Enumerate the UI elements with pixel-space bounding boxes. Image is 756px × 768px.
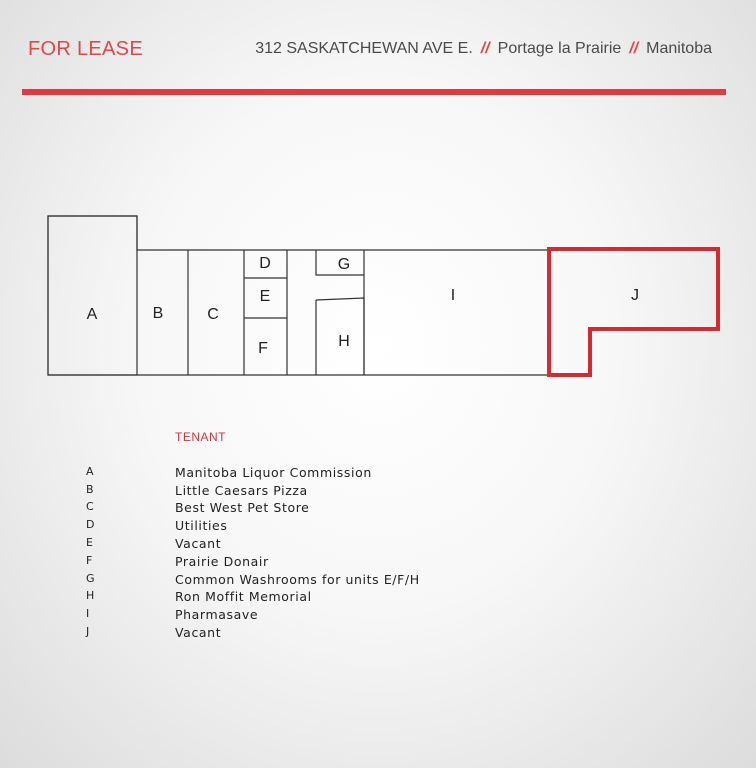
unit-j-highlight	[549, 249, 718, 375]
unit-label-c: C	[207, 306, 219, 324]
unit-label-f: F	[258, 340, 268, 358]
unit-label-b: B	[152, 305, 164, 323]
tenant-name: Prairie Donair	[175, 554, 269, 569]
tenant-name: Utilities	[175, 518, 228, 533]
tenant-name: Vacant	[175, 625, 222, 640]
unit-label-a: A	[86, 306, 98, 324]
separator: //	[480, 40, 490, 57]
separator: //	[629, 40, 639, 57]
tenant-name: Best West Pet Store	[175, 500, 310, 515]
tenant-unit: J	[86, 625, 90, 638]
unit-label-d: D	[259, 255, 271, 273]
tenant-row	[0, 465, 600, 483]
unit-label-g: G	[337, 256, 351, 274]
tenant-row	[0, 589, 600, 607]
unit-label-i: I	[450, 287, 456, 305]
tenant-row	[0, 518, 600, 536]
tenant-unit: D	[86, 518, 95, 531]
tenant-name: Common Washrooms for units E/F/H	[175, 572, 420, 587]
unit-label-e: E	[259, 288, 271, 306]
tenant-name: Manitoba Liquor Commission	[175, 465, 372, 480]
tenant-heading: TENANT	[175, 430, 226, 444]
unit-label-h: H	[338, 333, 350, 351]
tenant-name: Vacant	[175, 536, 222, 551]
tenant-unit: A	[86, 465, 94, 478]
street-address: 312 SASKATCHEWAN AVE E.	[255, 40, 473, 57]
tenant-unit: G	[86, 572, 95, 585]
for-lease-title: FOR LEASE	[28, 38, 143, 60]
tenant-row	[0, 572, 600, 590]
unit-label-j: J	[631, 287, 639, 305]
tenant-name: Pharmasave	[175, 607, 259, 622]
building-outline	[48, 216, 549, 375]
city: Portage la Prairie	[497, 40, 622, 57]
tenant-row	[0, 536, 600, 554]
tenant-unit: E	[86, 536, 93, 549]
tenant-row	[0, 607, 600, 625]
tenant-row	[0, 500, 600, 518]
tenant-row	[0, 483, 600, 501]
tenant-row	[0, 625, 600, 643]
tenant-name: Little Caesars Pizza	[175, 483, 308, 498]
tenant-unit: C	[86, 500, 94, 513]
tenant-unit: H	[86, 589, 95, 602]
tenant-unit: B	[86, 483, 94, 496]
province: Manitoba	[646, 40, 712, 57]
tenant-row	[0, 554, 600, 572]
tenant-name: Ron Moffit Memorial	[175, 589, 312, 604]
tenant-unit: I	[86, 607, 90, 620]
tenant-unit: F	[86, 554, 93, 567]
unit-a	[48, 216, 137, 375]
